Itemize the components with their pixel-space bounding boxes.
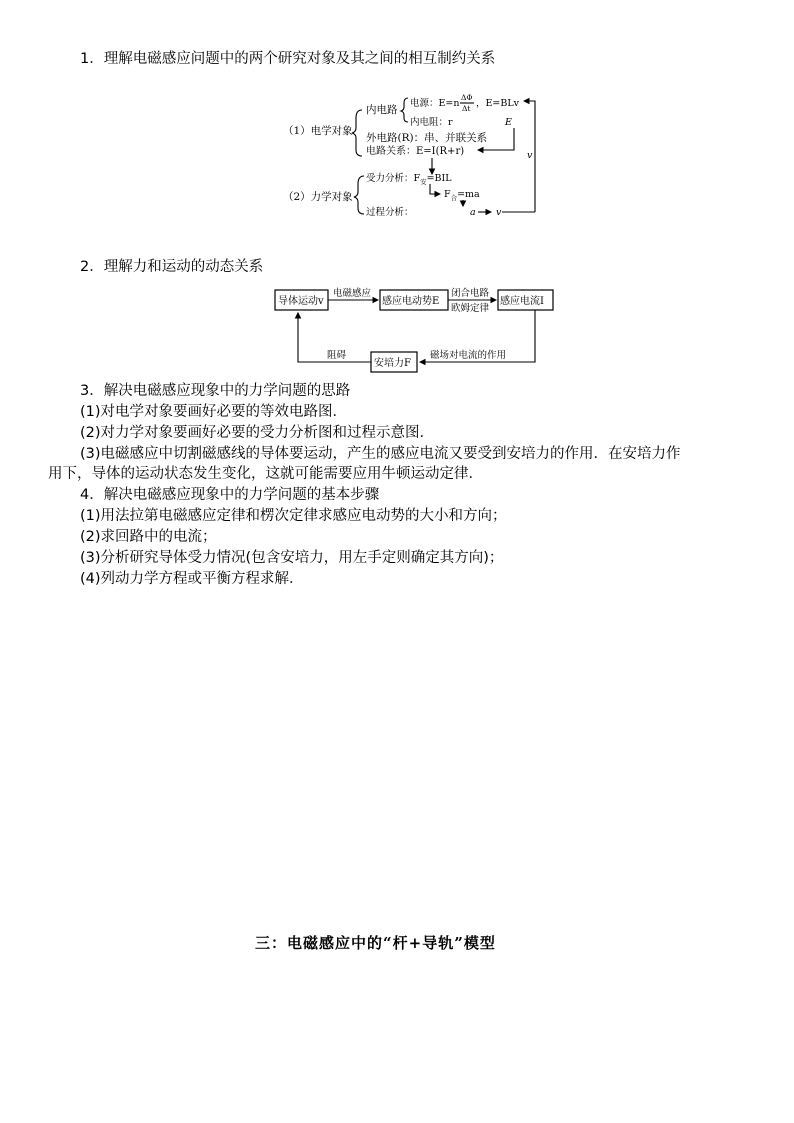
force-motion-flow-diagram [0,285,794,375]
inner-circuit-label: 内电路 [366,104,398,116]
emf-frac-num: ΔΦ [461,93,473,102]
section2-heading: 2．理解力和运动的动态关系 [80,259,264,275]
section1-heading: 1．理解电磁感应问题中的两个研究对象及其之间的相互制约关系 [80,51,496,67]
circuit-relation: 电路关系：E=I(R+r) [366,146,465,157]
v-feedback-label: v [527,150,533,161]
force-analysis: 受力分析：$F_安=BIL$ [366,173,452,186]
flow-induced-current: 感应电流I [500,296,544,307]
electric-object-label: （1）电学对象 [283,125,353,137]
flow-conductor-motion: 导体运动v [278,296,324,307]
emf-frac-den: Δt [462,104,471,113]
e-label: E [505,117,512,128]
emf-formula-suffix: ，E=BLv [476,98,520,109]
v-end-label: v [496,207,502,218]
section4-item-1: (1)用法拉第电磁感应定律和楞次定律求感应电动势的大小和方向； [80,508,507,524]
flow-closed-circuit: 闭合电路 [451,288,490,299]
flow-induced-emf: 感应电动势E [382,296,440,307]
process-analysis: 过程分析： [366,207,414,218]
emf-formula-prefix: 电源：E=n [410,98,460,109]
flow-field-on-current: 磁场对电流的作用 [430,350,507,361]
section-title-rod-rail-model: 三：电磁感应中的“杆+导轨”模型 [255,934,496,952]
mechanical-object-label: （2）力学对象 [283,191,353,203]
section3-item-2: (2)对力学对象要画好必要的受力分析图和过程示意图． [80,425,435,441]
section4-heading: 4．解决电磁感应现象中的力学问题的基本步骤 [80,487,380,503]
section3-heading: 3．解决电磁感应现象中的力学问题的思路 [80,383,351,399]
flow-em-induction: 电磁感应 [333,288,372,299]
outer-circuit: 外电路(R)：串、并联关系 [366,132,488,144]
section4-item-2: (2)求回路中的电流； [80,529,217,545]
flow-hinder: 阻碍 [327,350,347,361]
section3-item-3: (3)电磁感应中切割磁感线的导体要运动，产生的感应电流又要受到安培力的作用．在安培力作 [80,446,681,462]
section4-item-4: (4)列动力学方程或平衡方程求解． [80,571,304,587]
flow-ohm-law: 欧姆定律 [451,303,490,314]
section3-item-1: (1)对电学对象要画好必要的等效电路图． [80,404,348,420]
net-force: $F_合=ma$ [444,189,480,202]
inner-resistance: 内电阻：r [410,117,453,128]
a-label: a [470,207,476,218]
section4-item-3: (3)分析研究导体受力情况(包含安培力，用左手定则确定其方向)； [80,550,504,566]
electric-mechanical-relation-diagram [0,88,794,218]
flow-ampere-force: 安培力F [374,358,411,369]
section3-item-3-cont: 用下，导体的运动状态发生变化，这就可能需要应用牛顿运动定律． [48,466,483,482]
